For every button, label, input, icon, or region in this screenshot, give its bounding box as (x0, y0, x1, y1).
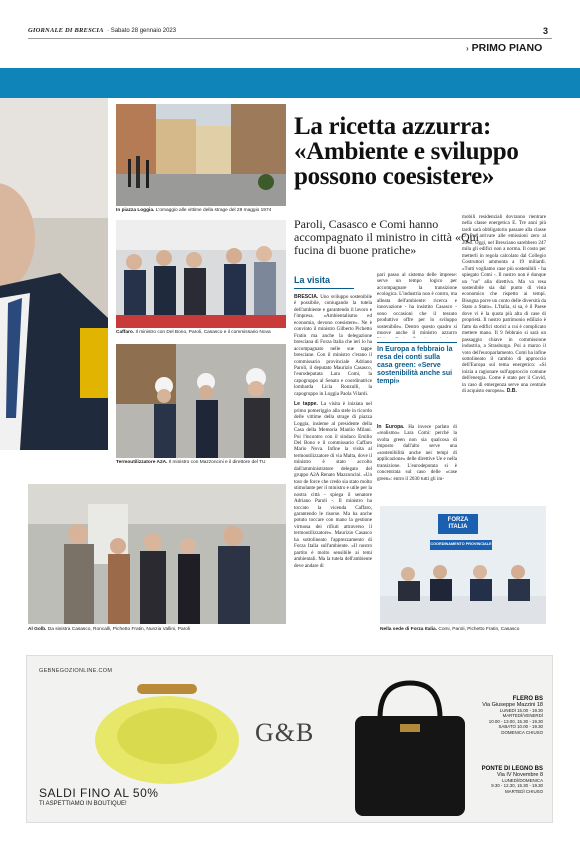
caption-piazza-loggia (116, 208, 291, 214)
ad-sale: SALDI FINO AL 50% (39, 786, 159, 800)
store-hours: SABATO 10.00 - 19.30 (498, 724, 543, 730)
masthead-paper: GIORNALE DI BRESCIA (28, 27, 104, 34)
masthead-date: Sabato 28 gennaio 2023 (110, 28, 177, 34)
lead-in: In Europa. (377, 424, 405, 430)
caffaro-illustration (116, 220, 286, 328)
advertisement[interactable] (26, 655, 553, 823)
article-column-1 (294, 294, 372, 632)
ad-sale-sub: TI ASPETTIAMO IN BOUTIQUE! (39, 801, 127, 807)
store-hours: 9.30 - 12.30, 15.30 - 19.30 (491, 783, 543, 789)
article-column-2b (377, 424, 457, 496)
masthead: GIORNALE DI BRESCIA · Sabato 28 gennaio 2023 (28, 27, 177, 34)
kicker-rule (294, 288, 354, 289)
paragraph-text: Uno sviluppo sostenibile è possibile, coniugando la tutela dell'ambiente e garantendo il lavoro e l'impresa. «Ambientalismo ed economia, devono coesistere». Ne è convinto il ministro Gilberto Pichetto Fratin ma anche la delegazione bresciana di Forza Italia che ieri lo ha accompagnato nelle sue tappe bresciane. Con il ministro c'erano il commissario provinciale Adriano Paroli, il deputato Maurizio Casasco, l'eurodeputata Lara Comi, la capogruppo al Senato e coordinatrice lombarda Licia Ronzulli, la capogruppo in Loggia Paola Vilardi. (294, 294, 372, 397)
store-address: Via IV Novembre 8 (496, 772, 543, 778)
black-bag-icon (345, 678, 475, 818)
lead-in: BRESCIA. (294, 294, 319, 300)
store-hours: MARTEDÌ/VENERDÌ (502, 713, 543, 719)
caption-text: Il ministro con Mazzoncini e il direttore del TU (168, 460, 266, 465)
pullquote: In Europa a febbraio la resa dei conti sulla casa green: «Serve sostenibilità anche sui tempi» (377, 346, 453, 385)
photo-portrait (0, 98, 108, 450)
store-address: Via Giuseppe Mazzini 18 (482, 702, 543, 708)
yellow-bag-icon (87, 678, 247, 788)
signature: D.B. (506, 388, 517, 395)
forza-italia-banner: COORDINAMENTO PROVINCIALE (430, 542, 492, 546)
store-hours: LUNEDÌ/DOMENICA (502, 778, 543, 783)
store-hours: LUNEDÌ 15.00 - 19.30 (499, 708, 543, 713)
caption-bold: In piazza Loggia. (116, 208, 155, 213)
store-flero (463, 696, 543, 735)
subhead: Paroli, Casasco e Comi hanno accompagnato il ministro in città «Qui fucina di buone pratiche» (294, 217, 479, 257)
caption-bold: Nella sede di Forza Italia. (380, 627, 438, 632)
termoutilizzatore-illustration (116, 344, 286, 458)
caption-text: Il ministro con Del Bono, Paroli, Casasco e il commissario Nova (135, 330, 271, 335)
paragraph (294, 294, 372, 397)
caption-forza-italia (380, 627, 550, 633)
golb-illustration (28, 484, 286, 624)
piazza-illustration (116, 104, 286, 206)
store-title: FLERO BS (512, 696, 543, 702)
section-band (0, 68, 580, 98)
portrait-illustration (0, 98, 108, 450)
section-label (466, 42, 542, 54)
photo-golb (28, 484, 286, 624)
caption-bold: Caffaro. (116, 330, 135, 335)
caption-termoutilizzatore (116, 460, 291, 466)
paragraph-text: La visita è iniziata nel primo pomeriggio alla stele in ricordo delle vittime della strage di piazza Loggia, insieme al presidente della Casa della Memoria Manlio Milani. Poi l'incontro con il sindaco Emilio Del Bono e il commissario Caffaro Mario Nova. Infine la visita al termoutilizzatore di via Malta, dove il ministro è stato accolto dall'amministratore delegato del gruppo A2A Renato Mazzoncini. «Un tour de force che credo sia stato molto stimolante per il ministro e utile per la nostra città - spiega il senatore Adriano Paroli -. Il ministro ha toccato la vicenda Caffaro, garantendo le risorse. Ma ha anche potuto toccare con mano la gestione virtuosa dei rifiuti attraverso il termoutilizzatore». Maurizio Casasco ha sottolineato l'apprezzamento di Forza Italia sull'ambiente. «Il nostro partito è molto sensibile ai temi ambientali. Ma la tutela dell'ambiente deve andare di (294, 401, 372, 569)
kicker: La visita (294, 275, 331, 285)
paragraph-text: pari passo al sistema delle imprese: serve un tempo logico per accompagnare la transizione ecologica. L'industria non è contro, ma alleata dell'ambiente: ricerca e innovazione - ha insistito Casasco - sono occasioni che il tessuto produttivo offre per lo sviluppo sostenibile». Dentro questo quadro si muove anche il ministro azzurro (377, 272, 457, 337)
ad-logo: G&B (255, 718, 315, 747)
paragraph-text: mobili residenziali dovranno rientrare nella classe energetica E. Tre anni più tardi sarà obbligatorio passare alla classe D. Per arrivare alle emissioni zero al 2050. Oggi, nel Bresciano sarebbero 247 mila gli edifici non a norma. Il costo per metterli in regola calcolato dal Collegio Costruttori ammonta a 19 miliardi. «Tutti vogliamo case più sostenibili - ha spiegato Comi -. Il nostro non è dunque un "no" alla direttiva. Ma va resa sostenibile sia dal punto di vista economico che rispetto ai tempi. Bisogna porre un conto delle diversità da Stato a Stato». L'Italia, si sa, è il Paese dove vi è la quota più alta di case di proprietà. Il nostro patrimonio edilizio è fatto da edifici storici a cui è complicato mettere mano. Il 9 febbraio si sarà un passaggio chiave in commissione industria, a Strasburgo. Poi a marzo il voto dell'europarlamento. Comi ha infine sottolineato il cambio di approccio dell'Europa sul tema energetico: «Si inizia a ragionare sull'approccio comune dell'energia. Come è stato per il Covid, in caso di emergenza serve una centrale di acquisto europea». (462, 214, 546, 395)
ad-url[interactable]: GEBNEGOZIONLINE.COM (39, 668, 113, 674)
store-hours: 10.00 - 13.00, 15.30 - 19.30 (488, 718, 543, 724)
photo-piazza-loggia (116, 104, 286, 206)
caption-text: Da sinistra Casasco, Roncalli, Pichetto Fratin, Nunzia Vallini, Paroli (47, 627, 191, 632)
paragraph (294, 401, 372, 569)
pullquote-rule (377, 342, 457, 343)
photo-termoutilizzatore (116, 344, 286, 458)
headline: La ricetta azzurra: «Ambiente e sviluppo possono coesistere» (294, 113, 519, 190)
section-title: PRIMO PIANO (471, 42, 543, 54)
top-rule (28, 38, 552, 39)
chevron-right-icon: › (466, 44, 469, 53)
caption-text: Comi, Paroli, Pichetto Fratin, Casasco (438, 627, 520, 632)
article-column-3 (462, 214, 546, 498)
store-ponte-di-legno (463, 766, 543, 794)
store-title: PONTE DI LEGNO BS (481, 766, 543, 772)
forza-italia-logo: FORZA ITALIA (447, 517, 469, 530)
store-hours: DOMENICA CHIUSO (501, 729, 543, 735)
caption-caffaro (116, 330, 291, 336)
photo-caffaro (116, 220, 286, 328)
caption-bold: Al Golb. (28, 627, 47, 632)
store-hours: MARTEDÌ CHIUSO (505, 788, 543, 794)
lead-in: Le tappe. (294, 401, 318, 408)
caption-golb (28, 627, 288, 633)
paragraph-text: Ha invece parlato di «realismo» Lara Comi: perché la svolta green non sia qualcosa di imposto dall'alto serve una «sostenibilità anche nei tempi di applicazione» delle direttive Ue e nella transizione. L'eurodeputata si è concentrata sul caso delle «case green»: entro il 2030 tutti gli im- (377, 424, 457, 482)
article-column-2 (377, 272, 457, 338)
page-number: 3 (543, 26, 549, 36)
caption-text: L'omaggio alle vittime della strage del 28 maggio 1974 (155, 208, 272, 213)
caption-bold: Termoutilizzatore A2A. (116, 460, 168, 465)
photo-forza-italia (380, 506, 546, 624)
